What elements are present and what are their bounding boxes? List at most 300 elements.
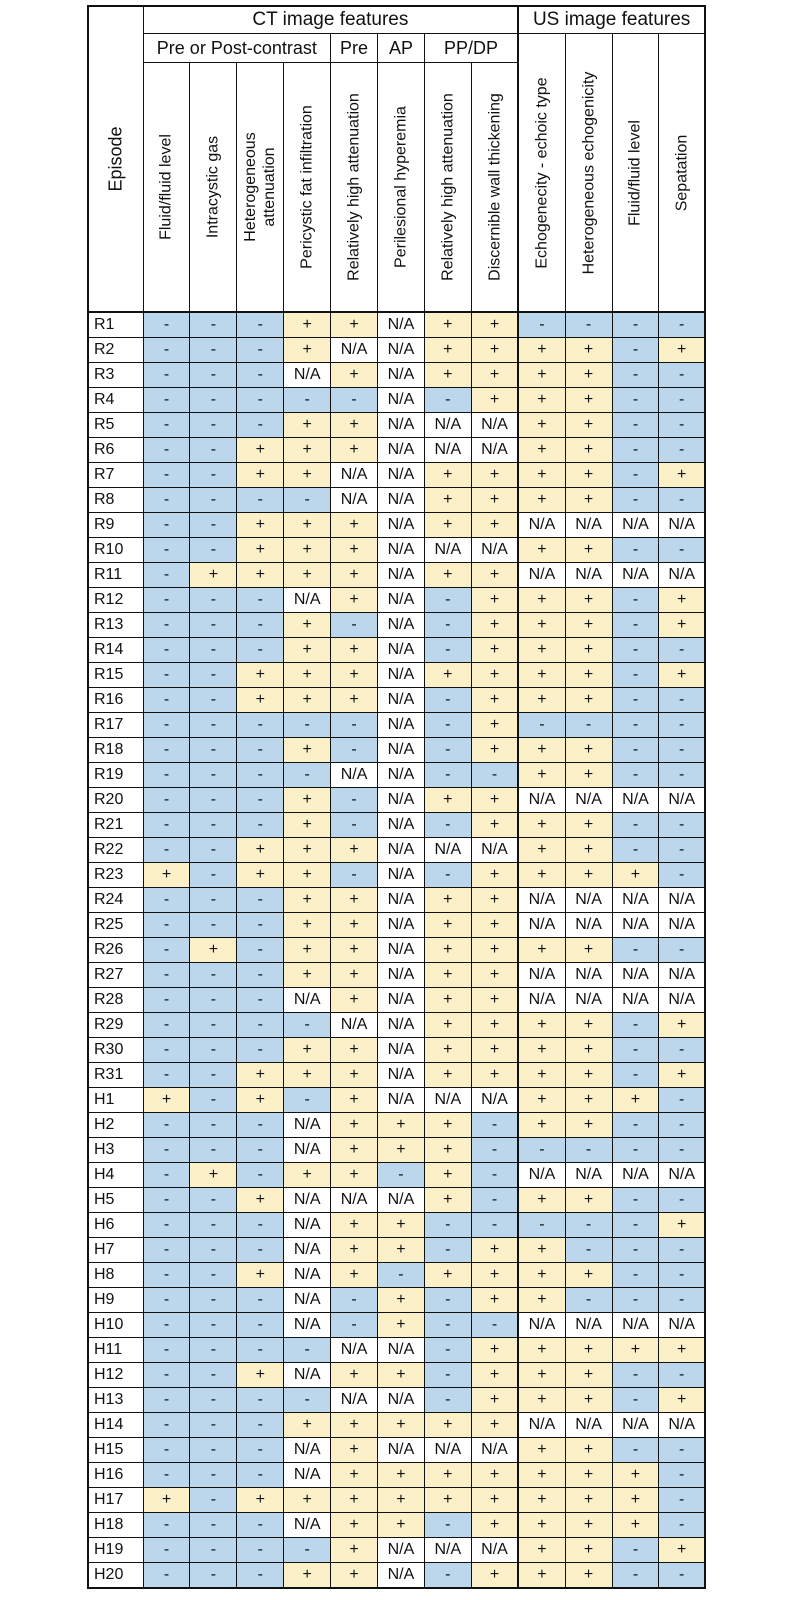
- value-cell: +: [518, 763, 565, 788]
- value-cell: +: [471, 938, 518, 963]
- value-cell: N/A: [378, 1013, 425, 1038]
- value-cell: N/A: [659, 1413, 705, 1438]
- col-header: Relatively high attenuation: [424, 63, 471, 313]
- value-cell: +: [284, 338, 331, 363]
- value-cell: N/A: [612, 788, 659, 813]
- value-cell: -: [612, 1288, 659, 1313]
- value-cell: N/A: [284, 1238, 331, 1263]
- value-cell: -: [143, 1063, 190, 1088]
- value-cell: +: [331, 1113, 378, 1138]
- value-cell: -: [190, 438, 237, 463]
- value-cell: +: [471, 638, 518, 663]
- value-cell: +: [471, 588, 518, 613]
- value-cell: -: [190, 738, 237, 763]
- value-cell: -: [424, 863, 471, 888]
- value-cell: +: [284, 913, 331, 938]
- table-row: [88, 813, 705, 838]
- table-row: [88, 613, 705, 638]
- value-cell: -: [237, 363, 284, 388]
- value-cell: -: [424, 1338, 471, 1363]
- value-cell: +: [565, 863, 612, 888]
- value-cell: -: [612, 938, 659, 963]
- subgroup-pp-dp: PP/DP: [424, 34, 518, 63]
- value-cell: -: [424, 1388, 471, 1413]
- value-cell: -: [237, 1413, 284, 1438]
- value-cell: -: [143, 563, 190, 588]
- value-cell: -: [143, 838, 190, 863]
- value-cell: -: [612, 1538, 659, 1563]
- table-row: [88, 1563, 705, 1589]
- episode-cell: R13: [88, 613, 143, 638]
- value-cell: +: [565, 663, 612, 688]
- value-cell: -: [565, 1138, 612, 1163]
- value-cell: +: [471, 713, 518, 738]
- value-cell: +: [190, 1163, 237, 1188]
- value-cell: -: [190, 1338, 237, 1363]
- value-cell: N/A: [565, 1313, 612, 1338]
- value-cell: -: [190, 1013, 237, 1038]
- value-cell: N/A: [659, 563, 705, 588]
- value-cell: +: [424, 488, 471, 513]
- value-cell: N/A: [612, 888, 659, 913]
- value-cell: +: [518, 863, 565, 888]
- value-cell: +: [331, 1438, 378, 1463]
- value-cell: -: [190, 613, 237, 638]
- col-header: Relatively high attenuation: [331, 63, 378, 313]
- table-row: [88, 1238, 705, 1263]
- ct-group-header: CT image features: [143, 6, 518, 34]
- table-row: [88, 388, 705, 413]
- value-cell: -: [190, 488, 237, 513]
- episode-cell: H20: [88, 1563, 143, 1589]
- value-cell: -: [143, 938, 190, 963]
- value-cell: -: [237, 1463, 284, 1488]
- episode-cell: H8: [88, 1263, 143, 1288]
- value-cell: -: [612, 713, 659, 738]
- value-cell: -: [237, 1013, 284, 1038]
- value-cell: +: [565, 1063, 612, 1088]
- value-cell: +: [331, 513, 378, 538]
- value-cell: +: [518, 413, 565, 438]
- value-cell: -: [424, 388, 471, 413]
- value-cell: -: [612, 538, 659, 563]
- value-cell: -: [284, 388, 331, 413]
- value-cell: -: [190, 1138, 237, 1163]
- value-cell: -: [331, 863, 378, 888]
- value-cell: -: [612, 463, 659, 488]
- value-cell: +: [518, 688, 565, 713]
- value-cell: +: [284, 1038, 331, 1063]
- value-cell: +: [565, 838, 612, 863]
- value-cell: +: [565, 1563, 612, 1589]
- value-cell: +: [378, 1288, 425, 1313]
- episode-cell: R15: [88, 663, 143, 688]
- value-cell: -: [659, 1288, 705, 1313]
- value-cell: -: [190, 763, 237, 788]
- value-cell: N/A: [378, 338, 425, 363]
- value-cell: +: [237, 1488, 284, 1513]
- table-row: [88, 1513, 705, 1538]
- value-cell: +: [331, 312, 378, 338]
- value-cell: -: [471, 1213, 518, 1238]
- table-row: [88, 438, 705, 463]
- value-cell: +: [565, 1338, 612, 1363]
- value-cell: -: [659, 538, 705, 563]
- value-cell: -: [143, 1338, 190, 1363]
- value-cell: -: [565, 1213, 612, 1238]
- value-cell: N/A: [378, 1563, 425, 1589]
- value-cell: -: [331, 388, 378, 413]
- value-cell: +: [565, 338, 612, 363]
- value-cell: +: [331, 1063, 378, 1088]
- value-cell: +: [284, 563, 331, 588]
- value-cell: -: [659, 1238, 705, 1263]
- value-cell: +: [518, 1563, 565, 1589]
- table-header: [88, 6, 705, 312]
- value-cell: +: [284, 413, 331, 438]
- value-cell: -: [612, 638, 659, 663]
- value-cell: +: [378, 1138, 425, 1163]
- value-cell: +: [518, 1088, 565, 1113]
- value-cell: +: [565, 1363, 612, 1388]
- value-cell: +: [424, 513, 471, 538]
- value-cell: -: [190, 513, 237, 538]
- episode-cell: R3: [88, 363, 143, 388]
- value-cell: N/A: [378, 763, 425, 788]
- value-cell: N/A: [424, 438, 471, 463]
- value-cell: -: [565, 312, 612, 338]
- value-cell: -: [143, 963, 190, 988]
- value-cell: +: [237, 1188, 284, 1213]
- value-cell: +: [518, 1263, 565, 1288]
- value-cell: N/A: [378, 988, 425, 1013]
- value-cell: -: [378, 1263, 425, 1288]
- value-cell: -: [471, 1188, 518, 1213]
- value-cell: -: [659, 413, 705, 438]
- value-cell: +: [471, 1363, 518, 1388]
- value-cell: +: [284, 613, 331, 638]
- value-cell: +: [237, 838, 284, 863]
- value-cell: -: [518, 312, 565, 338]
- episode-cell: R6: [88, 438, 143, 463]
- value-cell: -: [659, 738, 705, 763]
- value-cell: N/A: [518, 1413, 565, 1438]
- episode-cell: R18: [88, 738, 143, 763]
- value-cell: +: [518, 1038, 565, 1063]
- value-cell: +: [471, 563, 518, 588]
- value-cell: +: [424, 1063, 471, 1088]
- value-cell: -: [612, 363, 659, 388]
- value-cell: +: [471, 1338, 518, 1363]
- value-cell: -: [143, 538, 190, 563]
- value-cell: +: [471, 1388, 518, 1413]
- value-cell: +: [471, 513, 518, 538]
- value-cell: -: [237, 738, 284, 763]
- value-cell: +: [237, 563, 284, 588]
- value-cell: -: [659, 713, 705, 738]
- value-cell: -: [237, 1213, 284, 1238]
- value-cell: -: [659, 1038, 705, 1063]
- value-cell: +: [284, 863, 331, 888]
- value-cell: +: [471, 788, 518, 813]
- value-cell: N/A: [424, 1538, 471, 1563]
- episode-cell: H9: [88, 1288, 143, 1313]
- value-cell: +: [424, 312, 471, 338]
- value-cell: -: [284, 1338, 331, 1363]
- value-cell: +: [565, 1263, 612, 1288]
- value-cell: +: [659, 463, 705, 488]
- value-cell: -: [612, 813, 659, 838]
- value-cell: +: [612, 863, 659, 888]
- value-cell: +: [284, 963, 331, 988]
- value-cell: -: [612, 1363, 659, 1388]
- table-row: [88, 688, 705, 713]
- value-cell: -: [284, 1013, 331, 1038]
- value-cell: +: [331, 688, 378, 713]
- value-cell: -: [659, 1113, 705, 1138]
- value-cell: +: [378, 1488, 425, 1513]
- episode-header: Episode: [88, 6, 143, 312]
- value-cell: +: [565, 1438, 612, 1463]
- value-cell: N/A: [659, 1313, 705, 1338]
- value-cell: -: [612, 388, 659, 413]
- value-cell: N/A: [659, 788, 705, 813]
- value-cell: +: [331, 1463, 378, 1488]
- value-cell: -: [143, 1188, 190, 1213]
- value-cell: +: [518, 363, 565, 388]
- value-cell: N/A: [659, 913, 705, 938]
- value-cell: -: [190, 963, 237, 988]
- value-cell: N/A: [471, 1088, 518, 1113]
- value-cell: +: [565, 1513, 612, 1538]
- value-cell: +: [378, 1413, 425, 1438]
- value-cell: N/A: [284, 1188, 331, 1213]
- value-cell: N/A: [518, 788, 565, 813]
- value-cell: -: [237, 312, 284, 338]
- value-cell: N/A: [378, 863, 425, 888]
- episode-cell: R20: [88, 788, 143, 813]
- value-cell: -: [659, 1188, 705, 1213]
- value-cell: +: [331, 888, 378, 913]
- table-row: [88, 1188, 705, 1213]
- value-cell: N/A: [378, 963, 425, 988]
- value-cell: N/A: [518, 1163, 565, 1188]
- col-header: Fluid/fluid level: [143, 63, 190, 313]
- value-cell: N/A: [565, 888, 612, 913]
- value-cell: -: [471, 1163, 518, 1188]
- value-cell: N/A: [378, 1063, 425, 1088]
- table-row: [88, 338, 705, 363]
- value-cell: -: [190, 413, 237, 438]
- value-cell: +: [471, 963, 518, 988]
- value-cell: N/A: [378, 913, 425, 938]
- value-cell: -: [237, 1338, 284, 1363]
- value-cell: +: [518, 438, 565, 463]
- value-cell: +: [471, 1263, 518, 1288]
- value-cell: N/A: [471, 1438, 518, 1463]
- value-cell: +: [424, 363, 471, 388]
- value-cell: -: [659, 363, 705, 388]
- value-cell: -: [237, 713, 284, 738]
- value-cell: N/A: [518, 513, 565, 538]
- value-cell: +: [471, 1288, 518, 1313]
- value-cell: +: [424, 788, 471, 813]
- value-cell: -: [612, 1013, 659, 1038]
- col-header: Echogenecity - echoic type: [518, 34, 565, 313]
- value-cell: +: [565, 763, 612, 788]
- table-row: [88, 1013, 705, 1038]
- episode-cell: R28: [88, 988, 143, 1013]
- value-cell: N/A: [378, 1438, 425, 1463]
- table-row: [88, 963, 705, 988]
- value-cell: -: [424, 1313, 471, 1338]
- value-cell: +: [565, 388, 612, 413]
- episode-cell: R25: [88, 913, 143, 938]
- value-cell: +: [143, 1488, 190, 1513]
- value-cell: -: [659, 1138, 705, 1163]
- value-cell: -: [237, 1288, 284, 1313]
- value-cell: N/A: [565, 1413, 612, 1438]
- value-cell: +: [471, 1413, 518, 1438]
- value-cell: +: [331, 1238, 378, 1263]
- value-cell: N/A: [378, 663, 425, 688]
- value-cell: +: [143, 1088, 190, 1113]
- value-cell: N/A: [331, 763, 378, 788]
- value-cell: -: [659, 938, 705, 963]
- value-cell: +: [471, 1513, 518, 1538]
- value-cell: +: [471, 1038, 518, 1063]
- value-cell: N/A: [378, 588, 425, 613]
- value-cell: +: [331, 913, 378, 938]
- value-cell: N/A: [331, 1013, 378, 1038]
- value-cell: -: [190, 838, 237, 863]
- value-cell: +: [471, 488, 518, 513]
- value-cell: -: [424, 1513, 471, 1538]
- value-cell: -: [659, 763, 705, 788]
- value-cell: N/A: [612, 1313, 659, 1338]
- value-cell: -: [237, 813, 284, 838]
- value-cell: +: [284, 513, 331, 538]
- value-cell: N/A: [659, 513, 705, 538]
- table-row: [88, 1488, 705, 1513]
- value-cell: -: [612, 663, 659, 688]
- value-cell: -: [190, 363, 237, 388]
- episode-cell: H3: [88, 1138, 143, 1163]
- value-cell: N/A: [518, 963, 565, 988]
- value-cell: N/A: [284, 1363, 331, 1388]
- value-cell: N/A: [612, 963, 659, 988]
- value-cell: N/A: [378, 838, 425, 863]
- value-cell: -: [612, 1213, 659, 1238]
- value-cell: -: [190, 1463, 237, 1488]
- value-cell: -: [190, 1388, 237, 1413]
- table-row: [88, 838, 705, 863]
- value-cell: -: [612, 738, 659, 763]
- value-cell: -: [612, 1388, 659, 1413]
- value-cell: +: [237, 863, 284, 888]
- value-cell: -: [659, 488, 705, 513]
- episode-cell: H18: [88, 1513, 143, 1538]
- value-cell: +: [331, 1488, 378, 1513]
- value-cell: +: [612, 1488, 659, 1513]
- value-cell: -: [190, 813, 237, 838]
- value-cell: N/A: [284, 1113, 331, 1138]
- value-cell: -: [331, 713, 378, 738]
- value-cell: N/A: [378, 413, 425, 438]
- episode-cell: H13: [88, 1388, 143, 1413]
- value-cell: +: [565, 613, 612, 638]
- value-cell: N/A: [424, 1438, 471, 1463]
- value-cell: +: [565, 588, 612, 613]
- value-cell: +: [565, 1038, 612, 1063]
- value-cell: N/A: [565, 563, 612, 588]
- value-cell: +: [518, 1363, 565, 1388]
- value-cell: N/A: [659, 1163, 705, 1188]
- value-cell: -: [143, 663, 190, 688]
- table-body: [88, 312, 705, 1588]
- value-cell: +: [237, 513, 284, 538]
- value-cell: +: [424, 988, 471, 1013]
- value-cell: -: [143, 1138, 190, 1163]
- value-cell: N/A: [378, 388, 425, 413]
- value-cell: +: [284, 538, 331, 563]
- value-cell: -: [143, 463, 190, 488]
- episode-cell: R9: [88, 513, 143, 538]
- value-cell: -: [190, 1188, 237, 1213]
- value-cell: N/A: [284, 1313, 331, 1338]
- value-cell: N/A: [518, 1313, 565, 1338]
- value-cell: N/A: [378, 1338, 425, 1363]
- value-cell: +: [331, 563, 378, 588]
- value-cell: +: [424, 663, 471, 688]
- episode-cell: R23: [88, 863, 143, 888]
- episode-cell: H16: [88, 1463, 143, 1488]
- value-cell: +: [424, 463, 471, 488]
- table-row: [88, 1163, 705, 1188]
- value-cell: +: [659, 338, 705, 363]
- value-cell: N/A: [659, 888, 705, 913]
- value-cell: +: [565, 463, 612, 488]
- value-cell: +: [659, 663, 705, 688]
- value-cell: -: [659, 863, 705, 888]
- value-cell: -: [237, 1038, 284, 1063]
- value-cell: -: [237, 1163, 284, 1188]
- value-cell: -: [237, 488, 284, 513]
- episode-cell: H11: [88, 1338, 143, 1363]
- value-cell: N/A: [378, 1088, 425, 1113]
- value-cell: -: [424, 763, 471, 788]
- value-cell: -: [659, 688, 705, 713]
- value-cell: +: [518, 338, 565, 363]
- value-cell: +: [331, 963, 378, 988]
- value-cell: +: [518, 1288, 565, 1313]
- value-cell: +: [424, 1163, 471, 1188]
- value-cell: -: [143, 1513, 190, 1538]
- table-row: [88, 1138, 705, 1163]
- value-cell: +: [565, 1013, 612, 1038]
- value-cell: -: [284, 713, 331, 738]
- value-cell: -: [190, 1363, 237, 1388]
- value-cell: -: [659, 1463, 705, 1488]
- value-cell: +: [331, 1363, 378, 1388]
- value-cell: +: [284, 463, 331, 488]
- table-row: [88, 713, 705, 738]
- value-cell: +: [424, 1038, 471, 1063]
- value-cell: N/A: [518, 988, 565, 1013]
- value-cell: -: [612, 588, 659, 613]
- value-cell: -: [659, 1563, 705, 1589]
- episode-cell: R7: [88, 463, 143, 488]
